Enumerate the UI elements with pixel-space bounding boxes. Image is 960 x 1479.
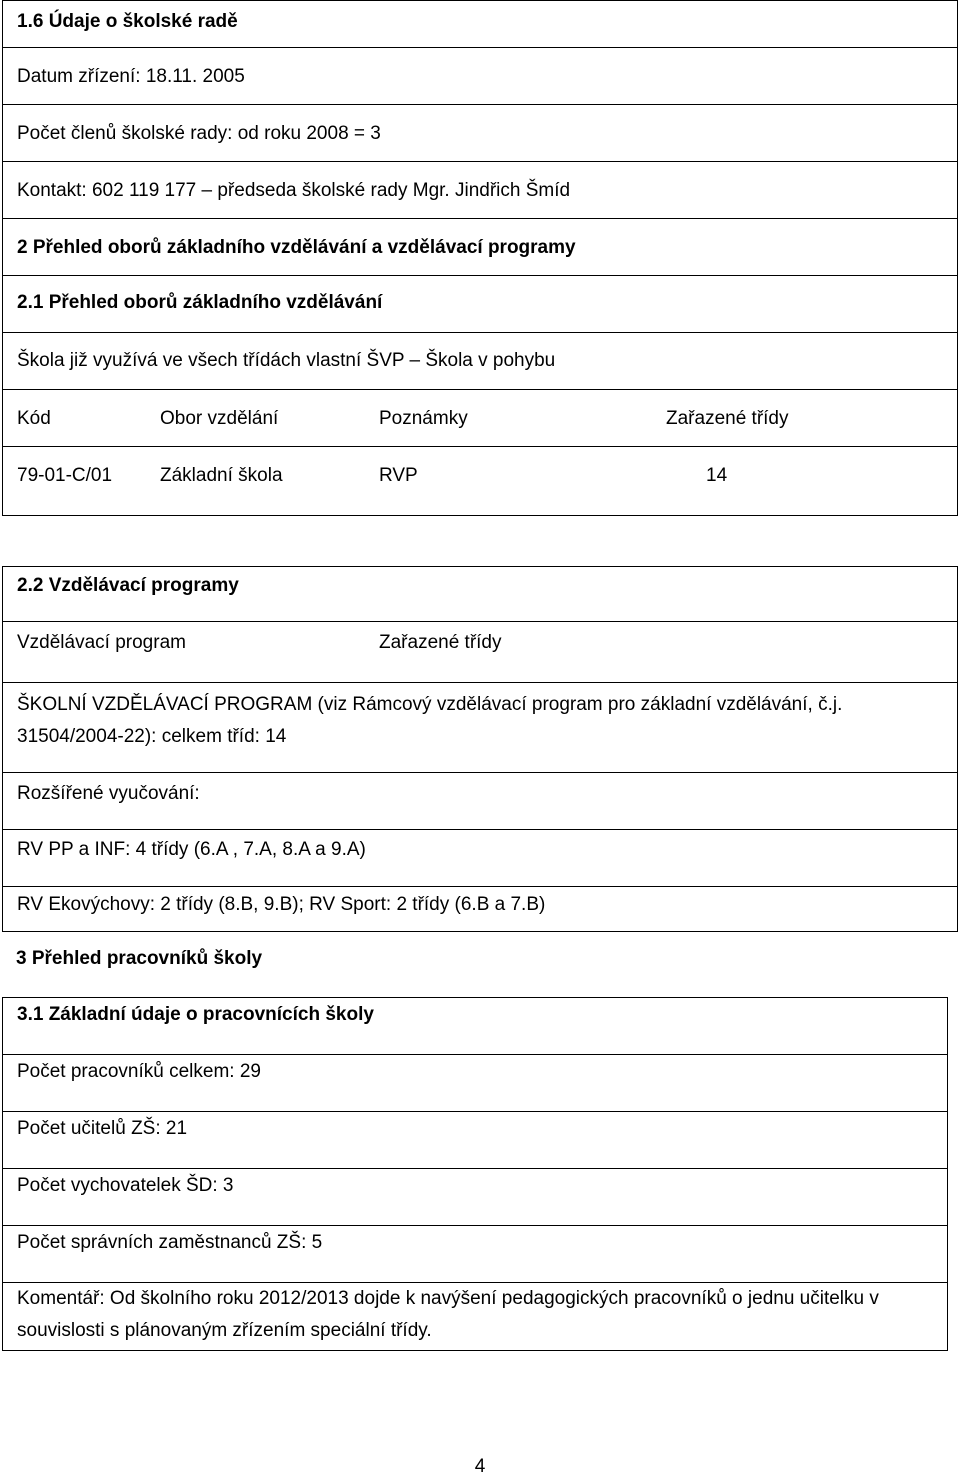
section-3-1-title: 3.1 Základní údaje o pracovnících školy: [17, 1004, 374, 1025]
contact-info: Kontakt: 602 119 177 – předseda školské rady Mgr. Jindřich Šmíd: [17, 180, 571, 201]
section-2-1-title-row: [3, 275, 957, 332]
svp-note-row: [3, 332, 957, 389]
box-education-programs: [2, 566, 958, 932]
box-school-board-and-fields: [2, 0, 958, 516]
section-1-6-title-row: [3, 1, 957, 47]
section-2-title-row: [3, 218, 957, 275]
section-2-title: 2 Přehled oborů základního vzdělávání a vzdělávací programy: [17, 237, 576, 258]
box-staff: [2, 997, 948, 1351]
teachers-count: Počet učitelů ZŠ: 21: [17, 1118, 188, 1139]
educators-row: [3, 1168, 947, 1225]
header-assigned-classes: Zařazené třídy: [379, 632, 502, 653]
members-row: [3, 104, 957, 161]
header-code: Kód: [17, 408, 51, 429]
comment-row: [3, 1282, 947, 1352]
section-2-2-title: 2.2 Vzdělávací programy: [17, 575, 239, 596]
educators-count: Počet vychovatelek ŠD: 3: [17, 1175, 234, 1196]
rv-eko-sport: RV Ekovýchovy: 2 třídy (8.B, 9.B); RV Sport: 2 třídy (6.B a 7.B): [17, 894, 546, 915]
members-count: Počet členů školské rady: od roku 2008 = 3: [17, 123, 381, 144]
table-row: [3, 446, 957, 517]
section-1-6-title: 1.6 Údaje o školské radě: [17, 11, 238, 32]
cell-notes: RVP: [379, 465, 418, 486]
total-staff: Počet pracovníků celkem: 29: [17, 1061, 261, 1082]
section-3-1-title-row: [3, 998, 947, 1054]
admin-row: [3, 1225, 947, 1282]
header-classes: Zařazené třídy: [666, 408, 789, 429]
rv-eko-row: [3, 886, 957, 933]
rv-pp-inf-row: [3, 829, 957, 886]
founded-row: [3, 47, 957, 104]
staff-comment: Komentář: Od školního roku 2012/2013 dojde k navýšení pedagogických pracovníků o jednu učitelku v souvislosti s plánovaným zřízením speciální třídy.: [17, 1288, 879, 1341]
teachers-row: [3, 1111, 947, 1168]
extended-teaching-label: Rozšířené vyučování:: [17, 783, 200, 804]
cell-code: 79-01-C/01: [17, 465, 113, 486]
section-2-2-title-row: [3, 567, 957, 621]
extended-label-row: [3, 772, 957, 829]
header-notes: Poznámky: [379, 408, 468, 429]
founded-date: Datum zřízení: 18.11. 2005: [17, 66, 245, 87]
section-3-title: 3 Přehled pracovníků školy: [16, 948, 263, 969]
header-program: Vzdělávací program: [17, 632, 186, 653]
svp-note: Škola již využívá ve všech třídách vlastní ŠVP – Škola v pohybu: [17, 350, 556, 371]
rv-pp-inf: RV PP a INF: 4 třídy (6.A , 7.A, 8.A a 9.A): [17, 839, 366, 860]
page-number: 4: [474, 1456, 486, 1477]
program-detail: ŠKOLNÍ VZDĚLÁVACÍ PROGRAM (viz Rámcový vzdělávací program pro základní vzdělávání, č.j. 31504/2004-22): celkem tříd: 14: [17, 694, 843, 747]
program-detail-row: [3, 682, 957, 772]
section-2-1-title: 2.1 Přehled oborů základního vzdělávání: [17, 292, 383, 313]
total-staff-row: [3, 1054, 947, 1111]
admin-staff-count: Počet správních zaměstnanců ZŠ: 5: [17, 1232, 323, 1253]
cell-classes: 14: [706, 465, 728, 486]
header-field: Obor vzdělání: [160, 408, 279, 429]
fields-table-header-row: [3, 389, 957, 446]
contact-row: [3, 161, 957, 218]
cell-field: Základní škola: [160, 465, 283, 486]
programs-header-row: [3, 621, 957, 682]
